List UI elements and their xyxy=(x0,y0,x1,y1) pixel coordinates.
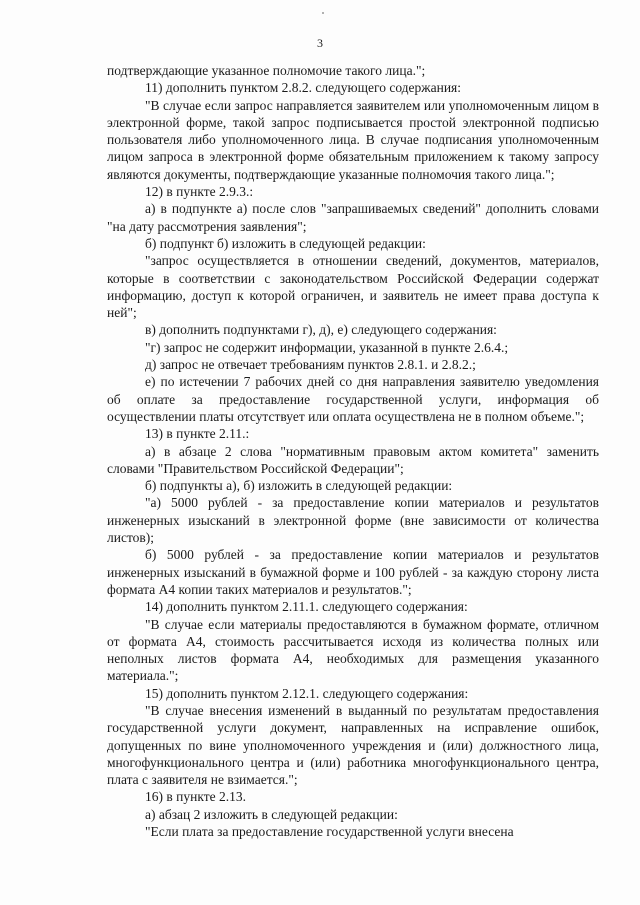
paragraph: б) подпункт б) изложить в следующей редакции: xyxy=(145,235,426,251)
paragraph: 16) в пункте 2.13. xyxy=(145,789,246,805)
paragraph: б) 5000 рублей - за предоставление копии материалов и результатов инженерных изысканий в бумажной форме и 100 рублей - за каждую сторону листа формата А4 копии таких материалов и результатов."; xyxy=(107,547,599,597)
paragraph: "г) запрос не содержит информации, указанной в пункте 2.6.4.; xyxy=(145,339,509,355)
paragraph: в) дополнить подпунктами г), д), е) следующего содержания: xyxy=(145,322,497,338)
page-number: 3 xyxy=(317,36,323,50)
paragraph: "В случае внесения изменений в выданный по результатам предоставления государственной услуги документ, направленных на исправление ошибок, допущенных по вине уполномоченного учреждения и (или) должностного лица, многофункционального центра и (или) работника многофункционального центра, плата с заявителя не взимается."; xyxy=(107,702,599,788)
paragraph: а) абзац 2 изложить в следующей редакции: xyxy=(145,806,398,822)
paragraph: "Если плата за предоставление государственной услуги внесена xyxy=(145,824,514,840)
paragraph: е) по истечении 7 рабочих дней со дня направления заявителю уведомления об оплате за предоставление государственной услуги, информация об осуществлении платы отсутствует или оплата осуществлена не в полном объеме."; xyxy=(107,374,599,424)
paragraph: "В случае если материалы предоставляются в бумажном формате, отличном от формата А4, стоимость рассчитывается исходя из количества полных или неполных листов формата А4, необходимых для размещения указанного материала."; xyxy=(107,616,599,684)
paragraph: "В случае если запрос направляется заявителем или уполномоченным лицом в электронной форме, такой запрос подписывается простой электронной подписью пользователя либо уполномоченного лица. В случае подписания уполномоченным лицом запроса в электронной форме обязательным приложением к такому запросу являются документы, подтверждающие указанные полномочия такого лица."; xyxy=(107,97,599,182)
paragraph: "запрос осуществляется в отношении сведений, документов, материалов, которые в соответствии с законодательством Российской Федерации содержат информацию, доступ к которой ограничен, и заявитель не имеет права доступа к ней"; xyxy=(107,253,599,321)
paragraph: 12) в пункте 2.9.3.: xyxy=(145,184,254,200)
paragraph: 15) дополнить пунктом 2.12.1. следующего содержания: xyxy=(145,685,469,701)
paragraph: подтверждающие указанное полномочие такого лица."; xyxy=(107,63,426,78)
document-body xyxy=(107,62,599,840)
paragraph: д) запрос не отвечает требованиям пунктов 2.8.1. и 2.8.2.; xyxy=(145,357,476,373)
paragraph: б) подпункты а), б) изложить в следующей редакции: xyxy=(145,478,453,494)
paragraph: 14) дополнить пунктом 2.11.1. следующего содержания: xyxy=(145,599,468,615)
paragraph: а) в подпункте а) после слов "запрашиваемых сведений" дополнить словами "на дату рассмотрения заявления"; xyxy=(107,201,599,234)
scan-speck xyxy=(322,12,324,14)
paragraph: "а) 5000 рублей - за предоставление копии материалов и результатов инженерных изысканий в электронной форме (вне зависимости от количества листов); xyxy=(107,495,599,546)
paragraph: 11) дополнить пунктом 2.8.2. следующего содержания: xyxy=(145,80,462,96)
paragraph: а) в абзаце 2 слова "нормативным правовым актом комитета" заменить словами "Правительством Российской Федерации"; xyxy=(107,443,599,476)
paragraph: 13) в пункте 2.11.: xyxy=(145,426,250,442)
